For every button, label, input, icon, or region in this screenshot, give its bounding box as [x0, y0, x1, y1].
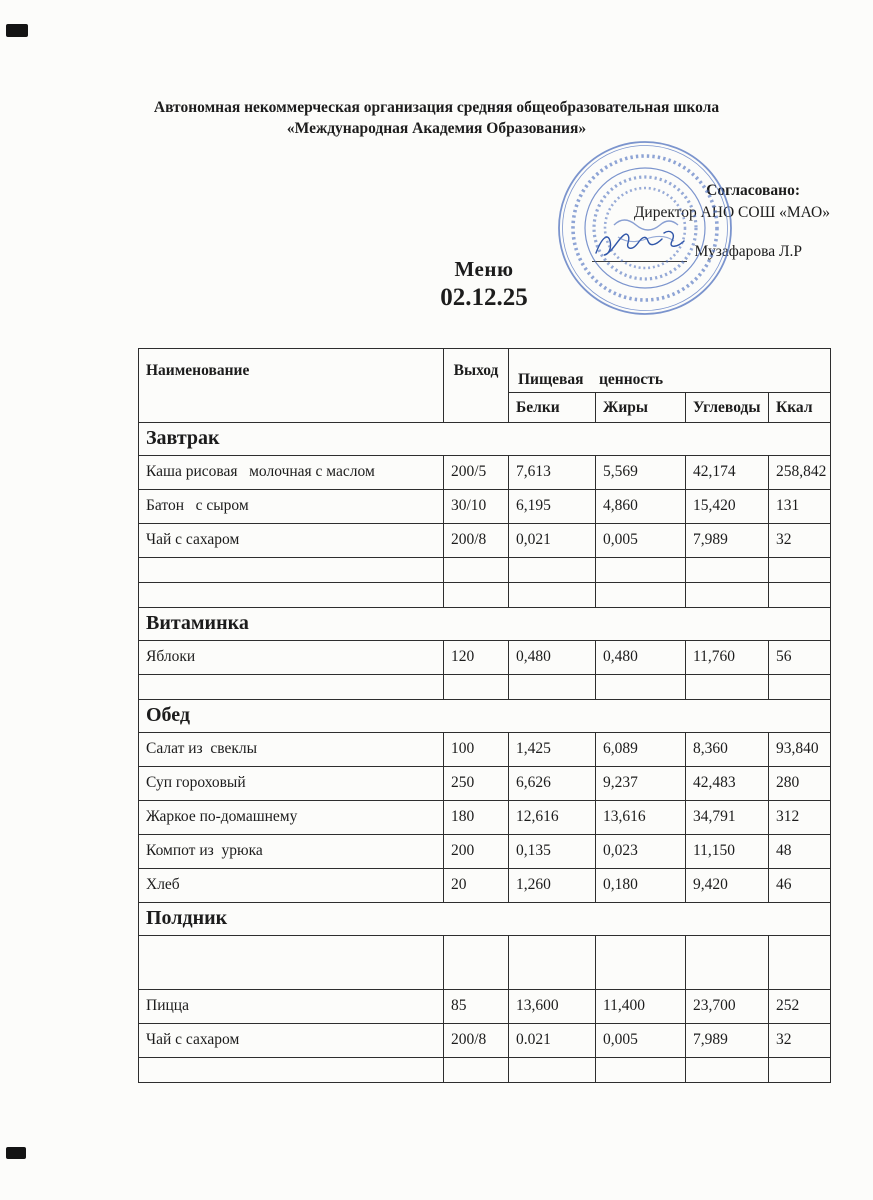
menu-date: 02.12.25: [440, 284, 528, 311]
cell-carbs: [686, 1058, 769, 1083]
cell-name: Салат из свеклы: [139, 733, 444, 767]
cell-fat: [596, 1058, 686, 1083]
approval-label: Согласовано:: [706, 182, 800, 199]
cell-protein: [509, 1058, 596, 1083]
empty-row: [139, 1058, 831, 1083]
cell-carbs: 42,483: [686, 767, 769, 801]
cell-protein: 1,425: [509, 733, 596, 767]
menu-item-row: [139, 990, 831, 1024]
cell-fat: 13,616: [596, 801, 686, 835]
cell-kcal: 312: [769, 801, 831, 835]
cell-kcal: 32: [769, 524, 831, 558]
cell-kcal: [769, 558, 831, 583]
cell-protein: 6,195: [509, 490, 596, 524]
cell-name: Пицца: [139, 990, 444, 1024]
cell-carbs: 7,989: [686, 524, 769, 558]
section-row-obed: [139, 700, 831, 733]
cell-carbs: [686, 936, 769, 990]
approval-signer-name: Музафарова Л.Р: [694, 243, 802, 260]
col-header-name: Наименование: [139, 349, 444, 423]
cell-carbs: 8,360: [686, 733, 769, 767]
header-row-1: [139, 349, 831, 393]
cell-carbs: 11,760: [686, 641, 769, 675]
section-title: Завтрак: [139, 423, 831, 456]
menu-table-header: [139, 349, 831, 423]
cell-kcal: 258,842: [769, 456, 831, 490]
cell-kcal: 93,840: [769, 733, 831, 767]
cell-carbs: [686, 675, 769, 700]
menu-heading: [138, 257, 830, 312]
cell-carbs: 7,989: [686, 1024, 769, 1058]
cell-fat: [596, 558, 686, 583]
cell-fat: [596, 936, 686, 990]
cell-carbs: 11,150: [686, 835, 769, 869]
cell-name: Компот из урюка: [139, 835, 444, 869]
menu-item-row: [139, 733, 831, 767]
cell-name: [139, 1058, 444, 1083]
cell-carbs: 9,420: [686, 869, 769, 903]
section-row-vitaminka: [139, 608, 831, 641]
cell-output: 100: [444, 733, 509, 767]
cell-name: [139, 583, 444, 608]
cell-fat: 4,860: [596, 490, 686, 524]
cell-carbs: [686, 558, 769, 583]
cell-output: [444, 583, 509, 608]
cell-protein: [509, 936, 596, 990]
menu-title: Меню: [454, 257, 514, 281]
empty-row: [139, 675, 831, 700]
menu-table: [138, 348, 831, 1083]
menu-item-row: [139, 524, 831, 558]
cell-fat: 0,005: [596, 524, 686, 558]
cell-protein: 13,600: [509, 990, 596, 1024]
menu-item-row: [139, 767, 831, 801]
cell-kcal: [769, 936, 831, 990]
menu-item-row: [139, 490, 831, 524]
cell-name: Батон с сыром: [139, 490, 444, 524]
cell-output: [444, 1058, 509, 1083]
col-header-protein: Белки: [509, 393, 596, 423]
cell-kcal: 46: [769, 869, 831, 903]
cell-protein: 7,613: [509, 456, 596, 490]
cell-protein: 0,135: [509, 835, 596, 869]
cell-kcal: 252: [769, 990, 831, 1024]
cell-name: Жаркое по-домашнему: [139, 801, 444, 835]
cell-kcal: 280: [769, 767, 831, 801]
approval-block: [532, 180, 832, 262]
cell-output: 120: [444, 641, 509, 675]
section-title: Витаминка: [139, 608, 831, 641]
cell-carbs: [686, 583, 769, 608]
cell-fat: 0,023: [596, 835, 686, 869]
cell-output: 200/5: [444, 456, 509, 490]
scan-artifact: [6, 1147, 26, 1159]
cell-carbs: 15,420: [686, 490, 769, 524]
cell-fat: 9,237: [596, 767, 686, 801]
cell-kcal: [769, 583, 831, 608]
cell-carbs: 34,791: [686, 801, 769, 835]
cell-protein: 0,021: [509, 524, 596, 558]
cell-fat: 0,480: [596, 641, 686, 675]
menu-table-body: [139, 423, 831, 1083]
cell-fat: [596, 583, 686, 608]
cell-protein: [509, 675, 596, 700]
cell-kcal: 48: [769, 835, 831, 869]
section-title: Полдник: [139, 903, 831, 936]
scan-artifact: [6, 24, 28, 37]
cell-name: Чай с сахаром: [139, 524, 444, 558]
empty-row: [139, 936, 831, 990]
col-header-fat: Жиры: [596, 393, 686, 423]
empty-row: [139, 558, 831, 583]
cell-name: [139, 936, 444, 990]
cell-output: 30/10: [444, 490, 509, 524]
cell-protein: [509, 583, 596, 608]
cell-protein: 12,616: [509, 801, 596, 835]
cell-output: 200/8: [444, 1024, 509, 1058]
cell-output: 180: [444, 801, 509, 835]
col-header-output: Выход: [444, 349, 509, 423]
cell-fat: 0,180: [596, 869, 686, 903]
cell-name: [139, 675, 444, 700]
cell-output: 200/8: [444, 524, 509, 558]
cell-protein: 1,260: [509, 869, 596, 903]
cell-kcal: [769, 1058, 831, 1083]
col-header-nutrition: Пищевая ценность: [509, 349, 831, 393]
empty-row: [139, 583, 831, 608]
section-title: Обед: [139, 700, 831, 733]
cell-protein: 0,480: [509, 641, 596, 675]
cell-protein: 0.021: [509, 1024, 596, 1058]
cell-fat: [596, 675, 686, 700]
cell-output: [444, 936, 509, 990]
approval-director-line: Директор АНО СОШ «МАО»: [633, 204, 830, 221]
cell-fat: 11,400: [596, 990, 686, 1024]
cell-name: Яблоки: [139, 641, 444, 675]
cell-output: 20: [444, 869, 509, 903]
menu-item-row: [139, 456, 831, 490]
org-name-line2: «Международная Академия Образования»: [286, 120, 587, 137]
menu-item-row: [139, 801, 831, 835]
menu-item-row: [139, 641, 831, 675]
cell-output: [444, 675, 509, 700]
cell-fat: 0,005: [596, 1024, 686, 1058]
cell-name: [139, 558, 444, 583]
organization-header: [0, 97, 873, 139]
section-row-poldnik: [139, 903, 831, 936]
cell-output: [444, 558, 509, 583]
cell-kcal: 32: [769, 1024, 831, 1058]
section-row-zavtrak: [139, 423, 831, 456]
cell-name: Чай с сахаром: [139, 1024, 444, 1058]
cell-kcal: 131: [769, 490, 831, 524]
col-header-carbs: Углеводы: [686, 393, 769, 423]
cell-protein: 6,626: [509, 767, 596, 801]
cell-output: 85: [444, 990, 509, 1024]
cell-protein: [509, 558, 596, 583]
menu-item-row: [139, 869, 831, 903]
col-header-kcal: Ккал: [769, 393, 831, 423]
org-name-line1: Автономная некоммерческая организация средняя общеобразовательная школа: [153, 99, 720, 116]
cell-carbs: 23,700: [686, 990, 769, 1024]
menu-item-row: [139, 835, 831, 869]
cell-carbs: 42,174: [686, 456, 769, 490]
cell-name: Хлеб: [139, 869, 444, 903]
cell-output: 250: [444, 767, 509, 801]
cell-kcal: 56: [769, 641, 831, 675]
cell-output: 200: [444, 835, 509, 869]
cell-name: Каша рисовая молочная с маслом: [139, 456, 444, 490]
menu-item-row: [139, 1024, 831, 1058]
cell-fat: 5,569: [596, 456, 686, 490]
cell-name: Суп гороховый: [139, 767, 444, 801]
cell-fat: 6,089: [596, 733, 686, 767]
cell-kcal: [769, 675, 831, 700]
